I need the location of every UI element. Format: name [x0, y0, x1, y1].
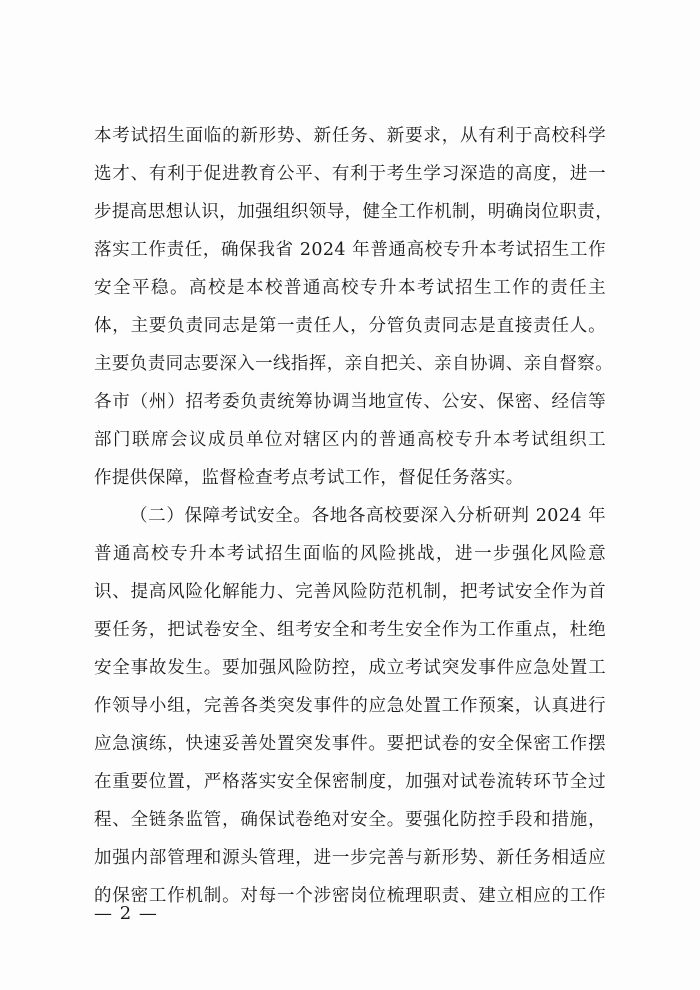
body-text-line: 本考试招生面临的新形势、新任务、新要求，从有利于高校科学: [94, 126, 606, 146]
section-heading-line: （二）保障考试安全。各地各高校要深入分析研判 2024 年: [130, 506, 606, 526]
body-text-line: 作提供保障，监督检查考点考试工作，督促任务落实。: [94, 468, 524, 488]
body-text-line: 安全平稳。高校是本校普通高校专升本考试招生工作的责任主: [94, 278, 606, 298]
body-text-line: 各市（州）招考委负责统筹协调当地宣传、公安、保密、经信等: [94, 392, 606, 412]
body-text-line: 作领导小组，完善各类突发事件的应急处置工作预案，认真进行: [94, 696, 606, 716]
body-text-line: 程、全链条监管，确保试卷绝对安全。要强化防控手段和措施，: [94, 810, 606, 830]
body-text-line: 应急演练，快速妥善处置突发事件。要把试卷的安全保密工作摆: [94, 734, 606, 754]
body-text-line: 要任务，把试卷安全、组考安全和考生安全作为工作重点，杜绝: [94, 620, 606, 640]
body-text-line: 安全事故发生。要加强风险防控，成立考试突发事件应急处置工: [94, 658, 606, 678]
body-text-line: 主要负责同志要深入一线指挥，亲自把关、亲自协调、亲自督察。: [94, 354, 614, 374]
body-text-line: 步提高思想认识，加强组织领导，健全工作机制，明确岗位职责，: [94, 202, 614, 222]
body-text-line: 体，主要负责同志是第一责任人，分管负责同志是直接责任人。: [94, 316, 606, 336]
body-text-line: 普通高校专升本考试招生面临的风险挑战，进一步强化风险意: [94, 544, 606, 564]
body-text-line: 加强内部管理和源头管理，进一步完善与新形势、新任务相适应: [94, 848, 606, 868]
body-text-line: 识、提高风险化解能力、完善风险防范机制，把考试安全作为首: [94, 582, 606, 602]
body-text-line: 选才、有利于促进教育公平、有利于考生学习深造的高度，进一: [94, 164, 606, 184]
body-text-line: 在重要位置，严格落实安全保密制度，加强对试卷流转环节全过: [94, 772, 606, 792]
body-text-line: 落实工作责任，确保我省 2024 年普通高校专升本考试招生工作: [94, 240, 606, 260]
page-number: — 2 —: [94, 903, 158, 924]
body-text-line: 部门联席会议成员单位对辖区内的普通高校专升本考试组织工: [94, 430, 606, 450]
body-text-line: 的保密工作机制。对每一个涉密岗位梳理职责、建立相应的工作: [94, 886, 606, 906]
